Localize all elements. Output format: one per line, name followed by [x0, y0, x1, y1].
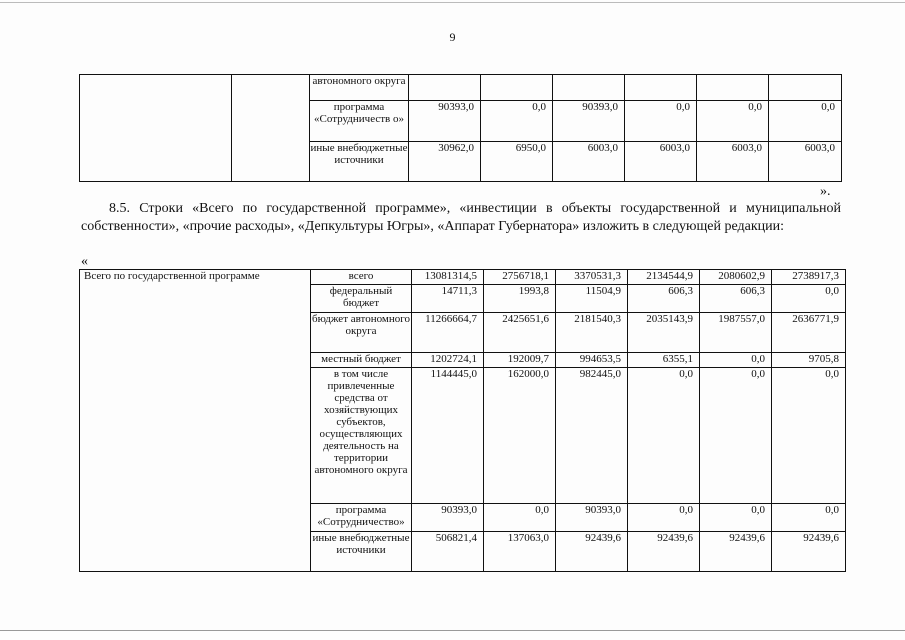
- value-cell: 994653,5: [556, 353, 628, 368]
- value-cell: 0,0: [772, 504, 846, 532]
- value-cell: 0,0: [628, 504, 700, 532]
- value-cell: 0,0: [628, 368, 700, 504]
- value-cell: 0,0: [700, 353, 772, 368]
- value-cell: 1987557,0: [700, 313, 772, 353]
- value-cell: 2134544,9: [628, 270, 700, 285]
- value-cell: 92439,6: [628, 532, 700, 572]
- value-cell: 1202724,1: [412, 353, 484, 368]
- value-cell: 2636771,9: [772, 313, 846, 353]
- row-label: местный бюджет: [311, 353, 412, 368]
- value-cell: 0,0: [484, 504, 556, 532]
- row-label: иные внебюджетные источники: [311, 532, 412, 572]
- value-cell: 90393,0: [553, 101, 625, 142]
- value-cell: 2035143,9: [628, 313, 700, 353]
- value-cell: 6355,1: [628, 353, 700, 368]
- row-label: программа «Сотрудничество»: [311, 504, 412, 532]
- table-row: [80, 75, 842, 101]
- value-cell: 6950,0: [481, 142, 553, 182]
- value-cell: 92439,6: [556, 532, 628, 572]
- value-cell: 6003,0: [697, 142, 769, 182]
- value-cell: 2425651,6: [484, 313, 556, 353]
- value-cell: 0,0: [697, 101, 769, 142]
- value-cell: 90393,0: [556, 504, 628, 532]
- opening-quote: «: [81, 254, 88, 269]
- value-cell: 1144445,0: [412, 368, 484, 504]
- value-cell: 11266664,7: [412, 313, 484, 353]
- value-cell: 2181540,3: [556, 313, 628, 353]
- value-cell: 0,0: [772, 368, 846, 504]
- row-label: иные внебюджетные источники: [310, 142, 409, 182]
- table-row: [80, 270, 846, 285]
- main-table: [79, 269, 846, 572]
- value-cell: 192009,7: [484, 353, 556, 368]
- value-cell: 137063,0: [484, 532, 556, 572]
- value-cell: [553, 75, 625, 101]
- scan-bottom-edge: [0, 630, 905, 631]
- value-cell: 6003,0: [769, 142, 842, 182]
- value-cell: 30962,0: [409, 142, 481, 182]
- scan-top-edge: [0, 2, 905, 3]
- row-label: в том числе привлеченные средства от хозяйствующих субъектов, осуществляющих деятельность на территории автономного округа: [311, 368, 412, 504]
- empty-cell: [232, 75, 310, 182]
- value-cell: 0,0: [625, 101, 697, 142]
- value-cell: 982445,0: [556, 368, 628, 504]
- row-label: бюджет автономного округа: [311, 313, 412, 353]
- value-cell: 14711,3: [412, 285, 484, 313]
- value-cell: 92439,6: [772, 532, 846, 572]
- empty-cell: [80, 75, 232, 182]
- value-cell: 0,0: [700, 504, 772, 532]
- value-cell: 2080602,9: [700, 270, 772, 285]
- value-cell: 0,0: [481, 101, 553, 142]
- value-cell: 162000,0: [484, 368, 556, 504]
- value-cell: 13081314,5: [412, 270, 484, 285]
- value-cell: 2756718,1: [484, 270, 556, 285]
- value-cell: 9705,8: [772, 353, 846, 368]
- value-cell: 0,0: [772, 285, 846, 313]
- row-label: федеральный бюджет: [311, 285, 412, 313]
- section-title-cell: Всего по государственной программе: [80, 270, 311, 572]
- value-cell: 606,3: [628, 285, 700, 313]
- value-cell: 6003,0: [625, 142, 697, 182]
- page-number: 9: [449, 30, 456, 44]
- value-cell: 6003,0: [553, 142, 625, 182]
- value-cell: 11504,9: [556, 285, 628, 313]
- value-cell: 2738917,3: [772, 270, 846, 285]
- row-label: программа «Сотрудничеств о»: [310, 101, 409, 142]
- value-cell: 3370531,3: [556, 270, 628, 285]
- value-cell: 0,0: [700, 368, 772, 504]
- value-cell: 90393,0: [409, 101, 481, 142]
- row-label: автономного округа: [310, 75, 409, 101]
- value-cell: 506821,4: [412, 532, 484, 572]
- value-cell: 606,3: [700, 285, 772, 313]
- closing-quote: ».: [820, 184, 831, 199]
- amendment-paragraph: 8.5. Строки «Всего по государственной программе», «инвестиции в объекты государственной и муниципальной собственности», «прочие расходы», «Депкультуры Югры», «Аппарат Губернатора» изложить в следующей редакции:: [81, 201, 841, 234]
- value-cell: [625, 75, 697, 101]
- value-cell: 92439,6: [700, 532, 772, 572]
- value-cell: [409, 75, 481, 101]
- value-cell: 1993,8: [484, 285, 556, 313]
- row-label: всего: [311, 270, 412, 285]
- value-cell: [481, 75, 553, 101]
- value-cell: [697, 75, 769, 101]
- value-cell: [769, 75, 842, 101]
- top-table-fragment: [79, 74, 842, 182]
- value-cell: 0,0: [769, 101, 842, 142]
- value-cell: 90393,0: [412, 504, 484, 532]
